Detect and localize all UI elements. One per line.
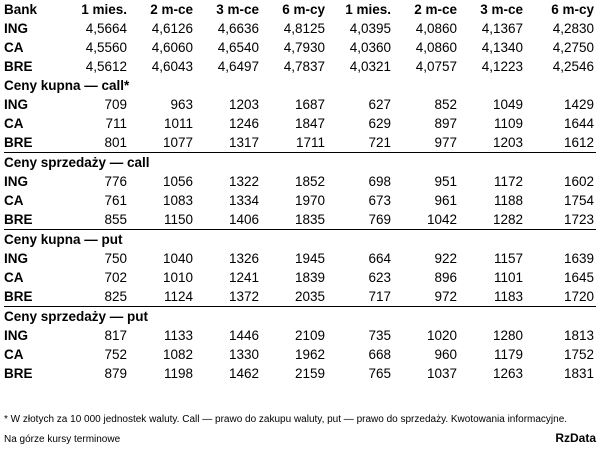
table-cell: 1831	[563, 366, 594, 381]
table-cell: 4,8125	[283, 21, 325, 36]
table-cell: 1326	[228, 251, 259, 266]
table-cell: 1263	[492, 366, 523, 381]
table-cell: 1172	[493, 174, 523, 189]
table-cell: 750	[104, 251, 127, 266]
table-cell: 1083	[162, 193, 193, 208]
column-header: 3 m-ce	[480, 2, 523, 17]
column-header: 2 m-ce	[414, 2, 457, 17]
table-cell: 1644	[563, 116, 594, 131]
price-row	[4, 172, 596, 191]
table-cell: 1835	[294, 212, 325, 227]
table-cell: 1970	[294, 193, 325, 208]
table-cell: 4,1367	[481, 21, 523, 36]
bank-name: CA	[4, 270, 24, 285]
section-title: Ceny sprzedaży — put	[4, 307, 596, 327]
table-cell: 1101	[493, 270, 523, 285]
section-heading-row	[4, 153, 596, 173]
table-cell: 4,6636	[217, 21, 259, 36]
table-cell: 963	[170, 97, 193, 112]
table-cell: 4,0860	[415, 21, 457, 36]
table-cell: 1839	[294, 270, 325, 285]
section-heading-row	[4, 230, 596, 250]
bank-name: BRE	[4, 289, 33, 304]
table-cell: 4,6043	[151, 59, 193, 74]
price-row	[4, 191, 596, 210]
table-cell: 4,0321	[349, 59, 391, 74]
table-cell: 1109	[493, 116, 523, 131]
table-cell: 769	[368, 212, 391, 227]
table-cell: 765	[368, 366, 391, 381]
bank-name: CA	[4, 193, 24, 208]
rates-table	[4, 0, 596, 383]
price-row	[4, 345, 596, 364]
table-cell: 1945	[294, 251, 325, 266]
table-cell: 1330	[228, 347, 259, 362]
table-cell: 1752	[563, 347, 594, 362]
table-cell: 825	[104, 289, 127, 304]
bank-name: BRE	[4, 212, 33, 227]
table-cell: 1198	[163, 366, 193, 381]
column-header: 6 m-cy	[282, 2, 325, 17]
bank-name: ING	[4, 174, 29, 189]
table-cell: 752	[104, 347, 127, 362]
table-cell: 1852	[294, 174, 325, 189]
bank-name: BRE	[4, 135, 33, 150]
price-row	[4, 364, 596, 383]
table-cell: 717	[368, 289, 391, 304]
table-cell: 1246	[228, 116, 259, 131]
table-cell: 1188	[493, 193, 523, 208]
table-cell: 1133	[163, 328, 193, 343]
table-cell: 1082	[162, 347, 193, 362]
table-cell: 1720	[563, 289, 594, 304]
table-cell: 1203	[492, 135, 523, 150]
table-cell: 776	[104, 174, 127, 189]
table-cell: 922	[434, 251, 457, 266]
table-cell: 801	[104, 135, 127, 150]
table-cell: 1723	[563, 212, 594, 227]
table-cell: 4,0757	[415, 59, 457, 74]
table-cell: 960	[434, 347, 457, 362]
table-cell: 4,2546	[552, 59, 594, 74]
footnote: * W złotych za 10 000 jednostek waluty. Call — prawo do zakupu waluty, put — prawo do sprzedaży. Kwotowania informacyjne.	[4, 414, 568, 425]
table-cell: 623	[368, 270, 391, 285]
table-cell: 1179	[493, 347, 523, 362]
price-row	[4, 326, 596, 345]
table-cell: 1011	[163, 116, 193, 131]
table-cell: 1602	[563, 174, 594, 189]
table-cell: 855	[104, 212, 127, 227]
table-cell: 4,1223	[481, 59, 523, 74]
table-cell: 673	[368, 193, 391, 208]
header-row	[4, 0, 596, 19]
table-cell: 4,0360	[349, 40, 391, 55]
table-cell: 4,6060	[151, 40, 193, 55]
table-cell: 1687	[294, 97, 325, 112]
table-cell: 1317	[228, 135, 259, 150]
table-cell: 1962	[294, 347, 325, 362]
table-cell: 4,2750	[552, 40, 594, 55]
table-cell: 4,1340	[481, 40, 523, 55]
table-cell: 1157	[493, 251, 523, 266]
price-row	[4, 249, 596, 268]
section-heading-row	[4, 307, 596, 327]
sub-note: Na górze kursy terminowe	[4, 434, 121, 445]
table-cell: 1020	[426, 328, 457, 343]
table-cell: 4,2830	[552, 21, 594, 36]
column-header: 2 m-ce	[150, 2, 193, 17]
section-title: Ceny kupna — call*	[4, 78, 130, 93]
option-prices-group	[4, 76, 596, 383]
table-cell: 1077	[162, 135, 193, 150]
table-cell: 4,6126	[151, 21, 193, 36]
table-cell: 4,7930	[283, 40, 325, 55]
table-cell: 4,7837	[283, 59, 325, 74]
table-cell: 1754	[563, 193, 594, 208]
forward-rate-row	[4, 38, 596, 57]
price-row	[4, 287, 596, 307]
table-cell: 817	[104, 328, 127, 343]
table-cell: 1322	[228, 174, 259, 189]
source-credit: RzData	[555, 431, 596, 445]
table-cell: 1203	[228, 97, 259, 112]
column-header: 6 m-cy	[551, 2, 594, 17]
table-cell: 629	[368, 116, 391, 131]
bank-name: BRE	[4, 59, 33, 74]
table-cell: 896	[434, 270, 457, 285]
price-row	[4, 133, 596, 153]
table-cell: 4,5612	[85, 59, 127, 74]
table-cell: 1150	[163, 212, 193, 227]
table-cell: 761	[104, 193, 127, 208]
table-header	[4, 0, 596, 19]
table-cell: 977	[434, 135, 457, 150]
table-cell: 4,0860	[415, 40, 457, 55]
price-row	[4, 95, 596, 114]
forward-rate-row	[4, 19, 596, 38]
bank-name: ING	[4, 251, 29, 266]
table-cell: 897	[434, 116, 457, 131]
table-cell: 1639	[563, 251, 594, 266]
table-cell: 1372	[228, 289, 259, 304]
table-cell: 1446	[228, 328, 259, 343]
table-cell: 1406	[228, 212, 259, 227]
table-cell: 1334	[228, 193, 259, 208]
table-cell: 2035	[294, 289, 325, 304]
table-cell: 961	[434, 193, 457, 208]
table-cell: 735	[368, 328, 391, 343]
bank-name: CA	[4, 40, 24, 55]
table-cell: 668	[368, 347, 391, 362]
table-cell: 1282	[492, 212, 523, 227]
column-header: 1 mies.	[345, 2, 391, 17]
table-cell: 627	[368, 97, 391, 112]
table-cell: 2109	[294, 328, 325, 343]
table-cell: 1280	[492, 328, 523, 343]
table-cell: 1612	[563, 135, 594, 150]
bank-name: CA	[4, 347, 24, 362]
price-row	[4, 114, 596, 133]
table-cell: 2159	[294, 366, 325, 381]
table-cell: 1010	[162, 270, 193, 285]
table-cell: 1040	[162, 251, 193, 266]
column-header: 1 mies.	[81, 2, 127, 17]
bank-name: CA	[4, 116, 24, 131]
table-cell: 1042	[426, 212, 457, 227]
table-cell: 1056	[162, 174, 193, 189]
bank-name: ING	[4, 328, 29, 343]
table-cell: 1241	[228, 270, 259, 285]
table-cell: 1462	[228, 366, 259, 381]
section-heading-row	[4, 76, 596, 95]
table-cell: 1847	[294, 116, 325, 131]
table-cell: 1037	[426, 366, 457, 381]
table-cell: 4,6540	[217, 40, 259, 55]
price-row	[4, 210, 596, 230]
table-cell: 1429	[563, 97, 594, 112]
table-cell: 852	[434, 97, 457, 112]
table-cell: 4,5664	[85, 21, 127, 36]
table-cell: 4,0395	[349, 21, 391, 36]
table-cell: 4,6497	[217, 59, 259, 74]
table-cell: 1183	[493, 289, 523, 304]
bank-name: BRE	[4, 366, 33, 381]
table-cell: 1813	[563, 328, 594, 343]
forward-rate-row	[4, 57, 596, 76]
table-cell: 1711	[295, 135, 325, 150]
table-cell: 721	[368, 135, 391, 150]
table-cell: 1645	[563, 270, 594, 285]
table-cell: 1049	[492, 97, 523, 112]
table-cell: 972	[434, 289, 457, 304]
table-cell: 711	[105, 116, 127, 131]
bank-name: ING	[4, 21, 29, 36]
table-cell: 951	[434, 174, 457, 189]
table-cell: 4,5560	[85, 40, 127, 55]
table-cell: 698	[368, 174, 391, 189]
table-cell: 1124	[163, 289, 193, 304]
table-cell: 879	[104, 366, 127, 381]
table-cell: 664	[368, 251, 391, 266]
column-header: 3 m-ce	[216, 2, 259, 17]
bank-column-header: Bank	[4, 2, 38, 17]
forward-rates-group	[4, 19, 596, 76]
table-cell: 709	[104, 97, 127, 112]
price-row	[4, 268, 596, 287]
table-cell: 702	[104, 270, 127, 285]
section-title: Ceny sprzedaży — call	[4, 153, 596, 173]
section-title: Ceny kupna — put	[4, 230, 596, 250]
bank-name: ING	[4, 97, 29, 112]
